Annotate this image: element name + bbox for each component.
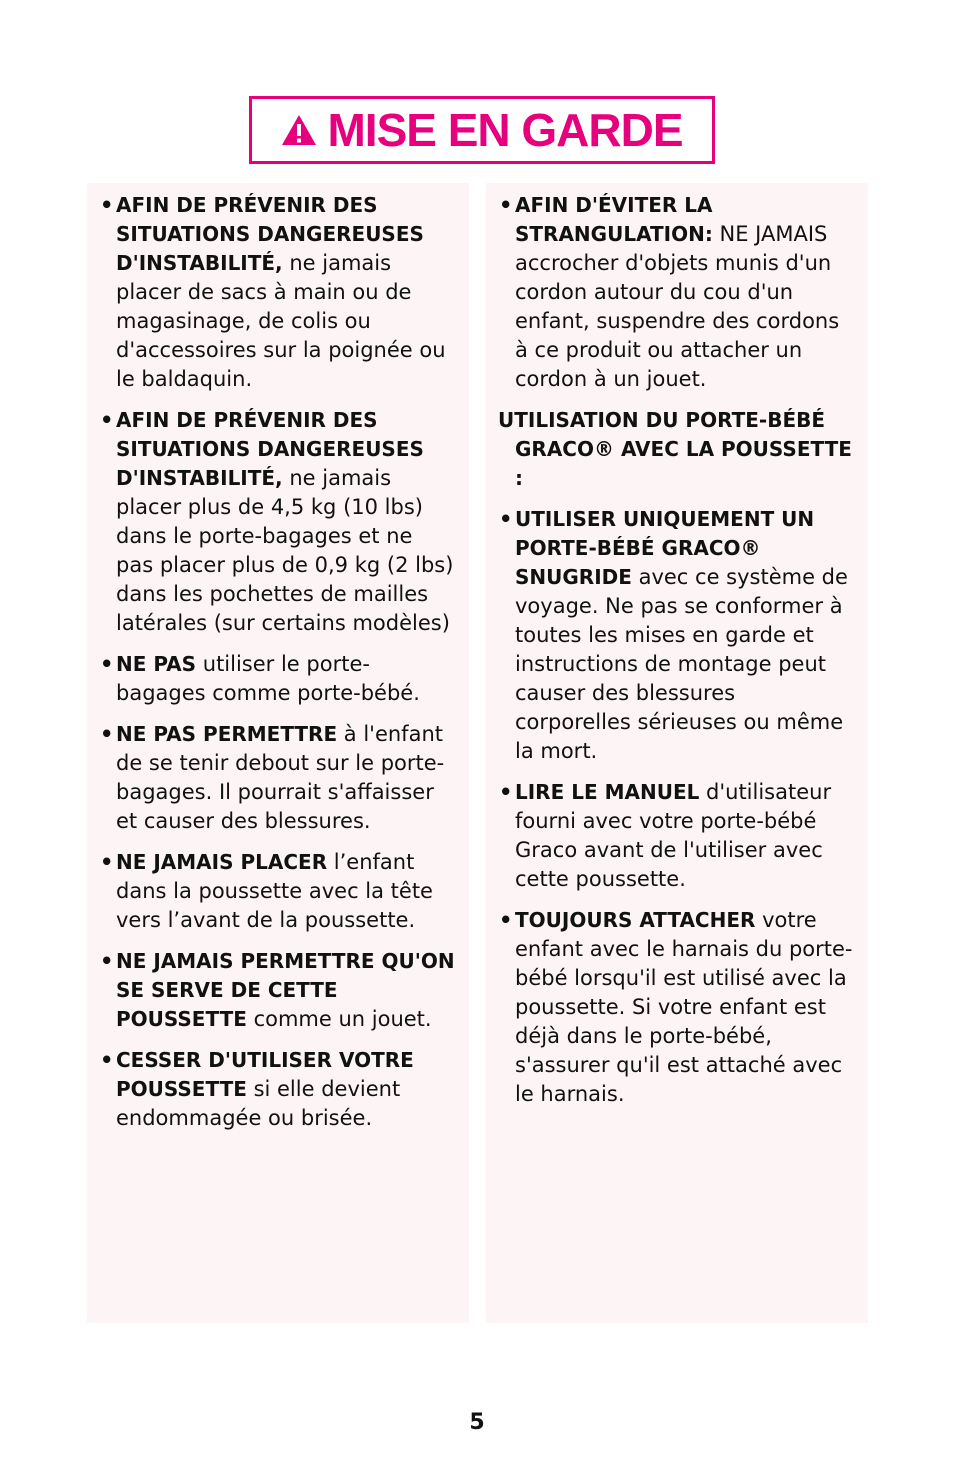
warning-bold-text: NE JAMAIS PERMETTRE QU'ON SE SERVE DE CETTE POUSSETTE <box>116 949 455 1031</box>
warning-text: NE JAMAIS accrocher d'objets munis d'un cordon autour du cou d'un enfant, suspendre des cordons à ce produit ou attacher un cordon à un jouet. <box>515 222 840 391</box>
warning-banner <box>249 96 715 164</box>
page-number: 5 <box>469 1410 485 1435</box>
warning-item <box>87 947 469 1034</box>
warning-item <box>486 505 868 766</box>
warning-item <box>486 906 868 1109</box>
bullet: • <box>100 850 114 874</box>
warning-item <box>87 191 469 394</box>
warning-bold-text: AFIN DE PRÉVENIR DES SITUATIONS DANGEREUSES D'INSTABILITÉ, <box>116 193 424 275</box>
bullet: • <box>100 652 114 676</box>
warning-bold-text: NE PAS PERMETTRE <box>116 722 338 746</box>
warning-text: si elle devient endommagée ou brisée. <box>116 1077 401 1130</box>
warning-text: votre enfant avec le harnais du porte-bébé lorsqu'il est utilisé avec la poussette. Si votre enfant est déjà dans le porte-bébé, s'assurer qu'il est attaché avec le harnais. <box>515 908 853 1106</box>
warning-bold-text: NE PAS <box>116 652 197 676</box>
warning-bold-text: AFIN D'ÉVITER LA STRANGULATION: <box>515 193 713 246</box>
warning-bold-text: AFIN DE PRÉVENIR DES SITUATIONS DANGEREUSES D'INSTABILITÉ, <box>116 408 424 490</box>
warning-bold-text: CESSER D'UTILISER VOTRE POUSSETTE <box>116 1048 414 1101</box>
warning-text: ne jamais placer plus de 4,5 kg (10 lbs) dans le porte-bagages et ne pas placer plus de 0,9 kg (2 lbs) dans les pochettes de mailles latérales (sur certains modèles) <box>116 466 454 635</box>
bullet: • <box>100 193 114 217</box>
bullet: • <box>499 908 513 932</box>
warning-item <box>486 191 868 394</box>
warning-item <box>486 778 868 894</box>
warning-bold-text: UTILISER UNIQUEMENT UN PORTE-BÉBÉ GRACO® SNUGRIDE <box>515 507 815 589</box>
bullet: • <box>499 507 513 531</box>
warning-item <box>87 650 469 708</box>
bullet: • <box>100 1048 114 1072</box>
left-warning-column <box>87 183 469 1323</box>
bullet: • <box>499 780 513 804</box>
right-warning-column <box>486 183 868 1323</box>
warning-text: comme un jouet. <box>246 1007 432 1031</box>
section-heading-text: UTILISATION DU PORTE-BÉBÉ GRACO® AVEC LA POUSSETTE : <box>498 408 852 490</box>
warning-item <box>87 406 469 638</box>
warning-bold-text: LIRE LE MANUEL <box>515 780 700 804</box>
warning-text: ne jamais placer de sacs à main ou de magasinage, de colis ou d'accessoires sur la poignée ou le baldaquin. <box>116 251 446 391</box>
warning-text: utiliser le porte-bagages comme porte-bébé. <box>116 652 420 705</box>
warning-item <box>87 848 469 935</box>
banner-title: MISE EN GARDE <box>327 104 683 156</box>
warning-text: à l'enfant de se tenir debout sur le porte-bagages. Il pourrait s'affaisser et causer des blessures. <box>116 722 445 833</box>
warning-item <box>87 1046 469 1133</box>
warning-triangle-icon <box>281 114 317 146</box>
warning-bold-text: TOUJOURS ATTACHER <box>515 908 756 932</box>
warning-text: avec ce système de voyage. Ne pas se conformer à toutes les mises en garde et instructions de montage peut causer des blessures corporelles sérieuses ou même la mort. <box>515 565 848 763</box>
warning-bold-text: NE JAMAIS PLACER <box>116 850 328 874</box>
section-heading <box>486 406 868 493</box>
warning-item <box>87 720 469 836</box>
bullet: • <box>100 408 114 432</box>
bullet: • <box>100 949 114 973</box>
bullet: • <box>499 193 513 217</box>
warning-text: d'utilisateur fourni avec votre porte-bébé Graco avant de l'utiliser avec cette poussette. <box>515 780 832 891</box>
warning-text: l’enfant dans la poussette avec la tête vers l’avant de la poussette. <box>116 850 433 932</box>
bullet: • <box>100 722 114 746</box>
